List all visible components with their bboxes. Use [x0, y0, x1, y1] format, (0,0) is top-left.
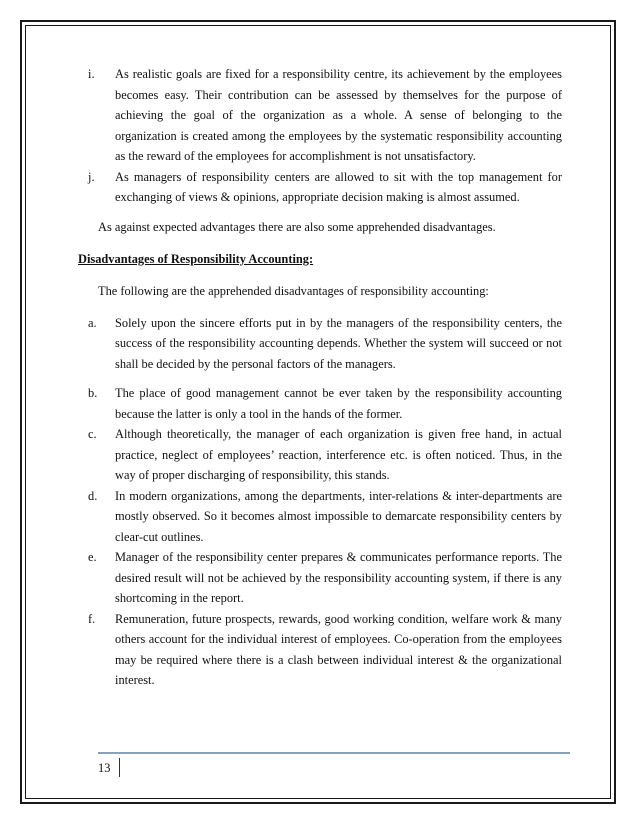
list-item-j	[78, 167, 562, 208]
transition-paragraph: As against expected advantages there are also some apprehended disadvantages.	[98, 219, 496, 234]
list-item-a	[78, 313, 562, 375]
list-text: Manager of the responsibility center prepares & communicates performance reports. The desired result will not be achieved by the responsibility accounting system, if there is any shortcoming in the report.	[115, 550, 562, 605]
list-text: Solely upon the sincere efforts put in by the managers of the responsibility centers, the success of the responsibility accounting depends. Whether the system will succeed or not shall be decided by the personal factors of the managers.	[115, 315, 562, 371]
list-item-b	[78, 383, 562, 424]
section-heading: Disadvantages of Responsibility Accounting:	[78, 251, 314, 266]
page-number-divider	[119, 758, 120, 777]
list-item-e	[78, 547, 562, 609]
list-item-i	[78, 64, 562, 167]
list-item-d	[78, 486, 562, 548]
list-text: As managers of responsibility centers are allowed to sit with the top management for exchanging of views & opinions, appropriate decision making is almost assumed.	[115, 169, 562, 204]
list-text: As realistic goals are fixed for a responsibility centre, its achievement by the employees becomes easy. Their contribution can be assessed by themselves for the purpose of achieving the goal of the organization as a whole. A sense of belonging to the organization is created among the employees by the systematic responsibility accounting as the reward of the employees for accomplishment is not unsatisfactory.	[115, 67, 562, 163]
list-marker: b.	[88, 386, 98, 400]
footer-rule	[98, 752, 570, 754]
page-number: 13	[98, 761, 111, 775]
list-marker: j.	[88, 169, 95, 184]
list-item-c	[78, 424, 562, 486]
list-item-f	[78, 609, 562, 691]
list-marker: c.	[88, 427, 97, 441]
list-text: The place of good management cannot be ever taken by the responsibility accounting because the latter is only a tool in the hands of the former.	[115, 386, 562, 421]
list-text: Remuneration, future prospects, rewards, good working condition, welfare work & many others account for the individual interest of employees. Co-operation from the employees may be required where there is a clash between individual interest & the organizational interest.	[115, 611, 562, 687]
list-text: In modern organizations, among the departments, inter-relations & inter-departments are mostly observed. So it becomes almost impossible to demarcate responsibility centers by clear-cut outlines.	[115, 488, 562, 544]
intro-paragraph: The following are the apprehended disadvantages of responsibility accounting:	[98, 283, 489, 298]
list-marker: a.	[88, 315, 97, 330]
list-text: Although theoretically, the manager of each organization is given free hand, in actual practice, neglect of employees’ reaction, interference etc. is often noticed. Thus, in the way of proper discharging of responsibility, this stands.	[115, 427, 562, 482]
document-body	[78, 64, 562, 691]
list-marker: d.	[88, 488, 98, 503]
list-marker: i.	[88, 67, 95, 81]
list-marker: e.	[88, 550, 97, 564]
list-marker: f.	[88, 611, 96, 626]
